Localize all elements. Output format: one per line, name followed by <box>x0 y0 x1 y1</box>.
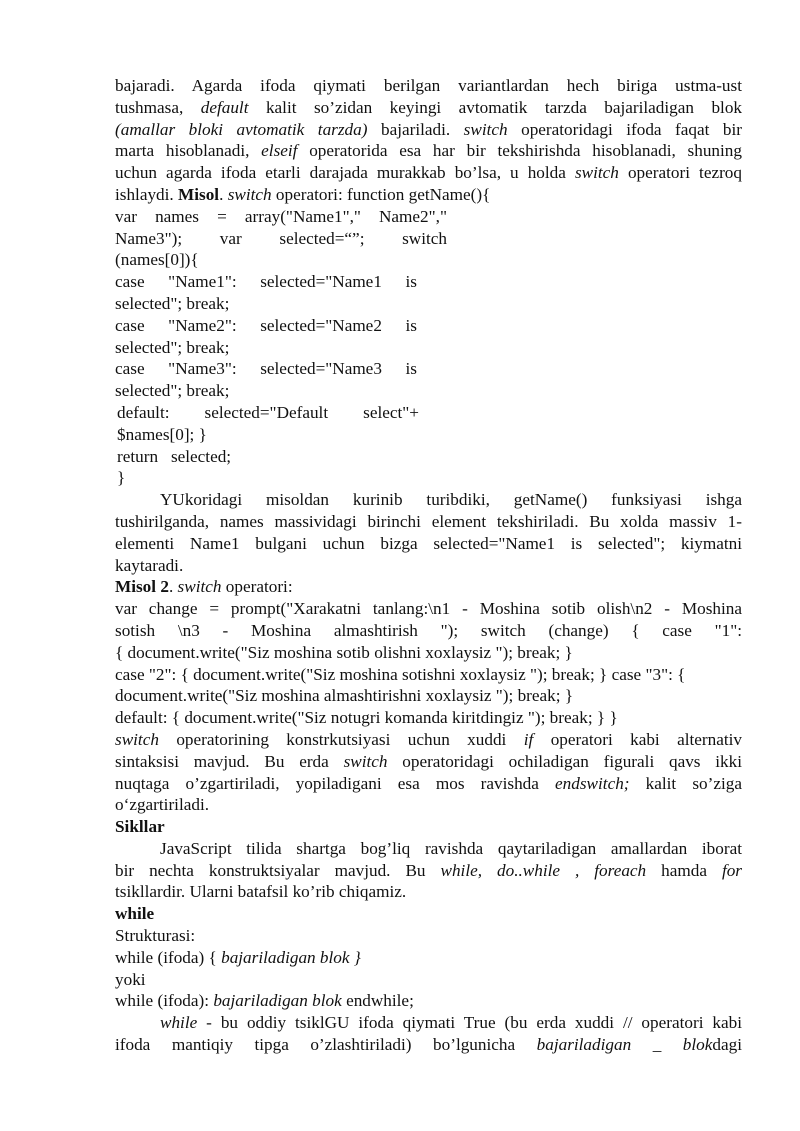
italic-keyword: switch <box>343 751 388 771</box>
text-span: tsikllardir. Ularni batafsil ko’rib chiqamiz. <box>115 882 407 902</box>
code-line <box>115 358 417 380</box>
italic-keyword: switch <box>463 119 508 139</box>
code-block-prompt-example <box>115 598 742 729</box>
text-span: kalit so’zidan keyingi avtomatik tarzda bajariladigan blok <box>248 97 743 117</box>
code-line <box>115 685 742 707</box>
text-line <box>115 555 742 577</box>
text-span: operatorida esa har bir tekshirishda hisoblanadi, shuning <box>297 141 742 161</box>
code-line <box>115 642 742 664</box>
italic-keyword: while <box>160 1013 198 1033</box>
text-line <box>115 1012 742 1034</box>
italic-keyword: for <box>721 860 742 880</box>
text-span: tushmasa, <box>115 97 201 117</box>
text-span: - bu oddiy tsiklGU ifoda qiymati True (bu erda xuddi // operatori kabi <box>197 1013 742 1033</box>
text-span: JavaScript tilida shartga bog’liq ravishda qaytariladigan amallardan iborat <box>160 838 742 858</box>
code-text: default: { document.write("Siz notugri komanda kiritdingiz "); break; } } <box>115 708 618 728</box>
text-line <box>115 751 742 773</box>
code-line <box>115 707 742 729</box>
bold-label: Misol <box>178 184 220 204</box>
text-line <box>115 969 742 991</box>
code-token: selected="Default <box>204 402 329 422</box>
italic-phrase: bajariladigan blok } <box>221 947 361 967</box>
code-token: selected; <box>170 446 232 466</box>
text-line <box>115 533 742 555</box>
code-line <box>115 664 742 686</box>
italic-keyword: default <box>200 97 249 117</box>
text-span: o‘zgartiriladi. <box>115 795 210 815</box>
bold-heading: Sikllar <box>115 817 165 837</box>
code-line <box>115 446 447 468</box>
code-token: = <box>217 206 227 226</box>
code-token: $names[0]; } <box>117 424 207 444</box>
text-span: operatoridagi ochiladigan figurali qavs ikki <box>387 751 743 771</box>
code-token: switch <box>402 228 447 248</box>
bold-heading: while <box>115 904 155 924</box>
code-token: default: <box>117 402 170 422</box>
text-span: operatorining konstrkutsiyasi uchun xuddi <box>158 729 524 749</box>
code-token: } <box>117 468 126 488</box>
paragraph-loops-intro <box>115 838 742 903</box>
code-line <box>115 249 447 271</box>
code-text: { document.write("Siz moshina sotib olishni xoxlaysiz "); break; } <box>115 642 573 662</box>
text-span: while (ifoda) { <box>115 947 222 967</box>
code-token: (names[0]){ <box>115 250 199 270</box>
code-text: case "2": { document.write("Siz moshina sotishni xoxlaysiz "); break; } case "3": { <box>115 664 686 684</box>
italic-keyword: switch <box>227 184 272 204</box>
code-line <box>115 206 447 228</box>
text-span: . <box>219 184 228 204</box>
text-span: nuqtaga o’zgartiriladi, yopiladigani esa mos ravishda <box>115 773 556 793</box>
italic-phrase: bajariladigan _ blok <box>536 1035 713 1055</box>
code-token: selected="Name1 <box>260 272 382 292</box>
code-token: Name2"," <box>379 206 447 226</box>
code-token: "Name1": <box>168 272 237 292</box>
text-line <box>115 838 742 860</box>
text-span: hamda <box>646 860 722 880</box>
text-span: while (ifoda): <box>115 991 214 1011</box>
text-line <box>115 489 742 511</box>
italic-phrase: bajariladigan blok <box>213 991 342 1011</box>
text-span: bajaradi. Agarda ifoda qiymati berilgan variantlardan hech biriga ustma-ust <box>115 76 742 95</box>
code-token: case <box>115 315 145 335</box>
text-span: bir nechta konstruktsiyalar mavjud. Bu <box>115 860 441 880</box>
code-token: var <box>219 228 242 248</box>
italic-keyword: while, do..while , foreach <box>440 860 647 880</box>
section-heading-sikllar <box>115 816 742 838</box>
code-token: select"+ <box>363 402 419 422</box>
text-span: operatori tezroq <box>618 163 742 183</box>
text-span: endwhile; <box>341 991 414 1011</box>
text-span: ifoda mantiqiy tipga o’zlashtiriladi) bo’lgunicha <box>115 1035 537 1055</box>
text-line <box>115 925 742 947</box>
text-line <box>115 184 742 206</box>
text-span: bajariladi. <box>367 119 464 139</box>
example-2-heading <box>115 576 742 598</box>
text-span: kalit so’ziga <box>629 773 742 793</box>
code-token: selected="Name3 <box>260 359 382 379</box>
code-token: names <box>155 206 199 226</box>
paragraph-alternative-syntax <box>115 729 742 816</box>
code-text: document.write("Siz moshina almashtirishni xoxlaysiz "); break; } <box>115 686 574 706</box>
code-line <box>115 271 417 293</box>
text-span: dagi <box>712 1035 742 1055</box>
text-line <box>115 881 742 903</box>
page-content <box>115 75 742 1056</box>
text-line <box>115 773 742 795</box>
code-token: is <box>405 359 417 379</box>
text-span: operatori: function getName(){ <box>271 184 491 204</box>
code-token: selected="Name2 <box>260 315 382 335</box>
code-token: "Name3": <box>168 359 237 379</box>
code-line <box>115 315 417 337</box>
code-block-switch-example <box>115 206 447 489</box>
text-line <box>115 860 742 882</box>
text-span: sintaksisi mavjud. Bu erda <box>115 751 344 771</box>
text-line <box>115 794 742 816</box>
italic-phrase: (amallar bloki avtomatik tarzda) <box>115 119 368 139</box>
bold-label: Misol 2 <box>115 577 169 597</box>
text-span: YUkoridagi misoldan kurinib turibdiki, getName() funksiyasi ishga <box>160 490 742 510</box>
code-token: selected"; break; <box>115 381 230 401</box>
text-span: Strukturasi: <box>115 926 196 946</box>
text-span: uchun agarda ifoda etarli darajada murakkab bo’lsa, u holda <box>115 163 575 183</box>
text-line <box>115 75 742 97</box>
syntax-line <box>115 990 742 1012</box>
text-span: kaytaradi. <box>115 555 184 575</box>
code-text: var change = prompt("Xarakatni tanlang:\n1 - Moshina sotib olish\n2 - Moshina <box>115 599 742 619</box>
text-span: marta hisoblanadi, <box>115 141 262 161</box>
code-line <box>115 293 447 315</box>
italic-keyword: switch <box>177 577 222 597</box>
code-token: case <box>115 359 145 379</box>
text-line <box>115 1034 742 1056</box>
code-token: "Name2": <box>168 315 237 335</box>
code-text: sotish \n3 - Moshina almashtirish "); switch (change) { case "1": <box>115 620 742 640</box>
code-token: selected"; break; <box>115 293 230 313</box>
text-line <box>115 511 742 533</box>
text-span: operatori: <box>221 577 293 597</box>
text-span: ishlaydi. <box>115 184 179 204</box>
code-token: is <box>405 315 417 335</box>
text-span: tushirilganda, names massividagi birinchi element tekshiriladi. Bu xolda massiv 1- <box>115 511 742 531</box>
text-span: elementi Name1 bulgani uchun bizga selected="Name1 is selected"; kiymatni <box>115 533 742 553</box>
code-token: var <box>115 206 137 226</box>
italic-keyword: switch <box>574 163 619 183</box>
text-line <box>115 162 742 184</box>
italic-keyword: switch <box>115 729 159 749</box>
code-token: return <box>117 446 159 466</box>
code-token: is <box>405 272 417 292</box>
text-span: . <box>168 577 178 597</box>
section-heading-while <box>115 903 742 925</box>
code-token: case <box>115 272 145 292</box>
code-line <box>115 598 742 620</box>
text-span: operatori kabi alternativ <box>533 729 742 749</box>
code-token: selected=“”; <box>279 228 365 248</box>
italic-keyword: endswitch; <box>555 773 630 793</box>
code-line <box>115 228 447 250</box>
code-token: selected"; break; <box>115 337 230 357</box>
code-line <box>115 402 419 424</box>
text-line <box>115 119 742 141</box>
code-line <box>115 620 742 642</box>
paragraph-getname-explanation <box>115 489 742 576</box>
italic-keyword: elseif <box>261 141 298 161</box>
text-line <box>115 97 742 119</box>
code-token: Name3"); <box>115 228 183 248</box>
text-span: yoki <box>115 969 146 989</box>
code-line <box>115 424 447 446</box>
code-line <box>115 380 447 402</box>
text-line <box>115 729 742 751</box>
text-line <box>115 140 742 162</box>
code-line <box>115 467 447 489</box>
italic-keyword: if <box>523 729 534 749</box>
syntax-line <box>115 947 742 969</box>
paragraph-switch-default <box>115 75 742 206</box>
paragraph-while-description <box>115 1012 742 1056</box>
code-token: array("Name1"," <box>244 206 361 226</box>
code-line <box>115 337 447 359</box>
text-span: operatoridagi ifoda faqat bir <box>507 119 742 139</box>
